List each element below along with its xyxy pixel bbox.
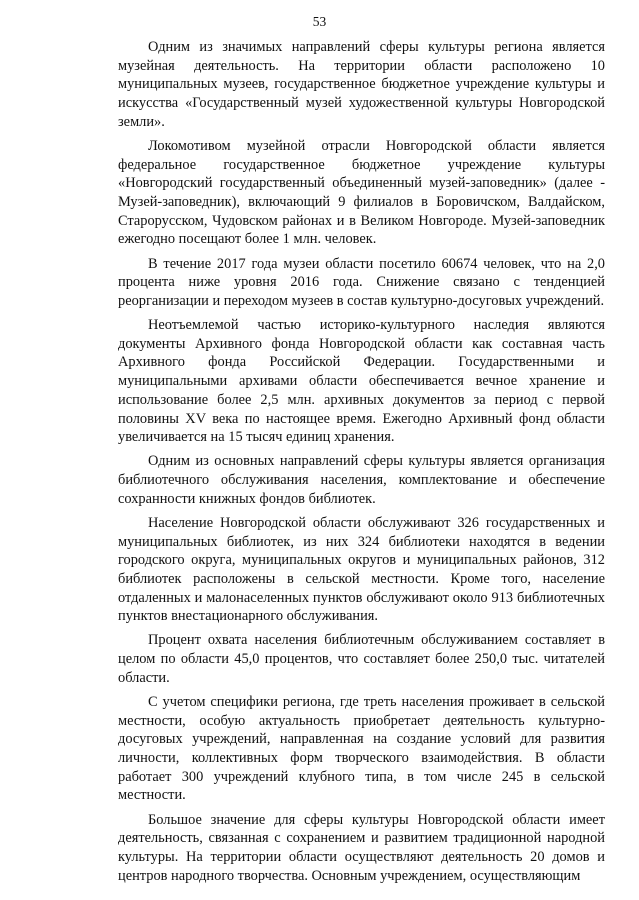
paragraph-museum-visitors: В течение 2017 года музеи области посетило 60674 человек, что на 2,0 процента ниже уровня 2016 года. Снижение связано с тенденцией реорганизации и переходом музеев в состав культурно-досуговых учреждений. bbox=[118, 255, 605, 309]
paragraph-archives: Неотъемлемой частью историко-культурного наследия являются документы Архивного фонда Новгородской области как составная часть Архивного фонда Российской Федерации. Государственными и муниципальными архивами области обеспечивается вечное хранение и использование более 2,5 млн. архивных документов за период с первой половины XV века по настоящее время. Ежегодно Архивный фонд области увеличивается на 15 тысяч единиц хранения. bbox=[118, 317, 605, 446]
paragraph-cultural-leisure: С учетом специфики региона, где треть населения проживает в сельской местности, особую актуальность приобретает деятельность культурно-досуговых учреждений, направленная на создание условий для развития личности, коллективных форм творческого взаимодействия. В области работает 300 учреждений клубного типа, в том числе 245 в сельской местности. bbox=[118, 693, 605, 804]
paragraph-folk-culture: Большое значение для сферы культуры Новгородской области имеет деятельность, связанная с сохранением и развитием традиционной народной культуры. На территории области осуществляют деятельность 20 домов и центров народного творчества. Основным учреждением, осуществляющим bbox=[118, 811, 605, 884]
paragraph-museums: Одним из значимых направлений сферы культуры региона является музейная деятельность. На территории области расположено 10 муниципальных музеев, государственное бюджетное учреждение культуры и искусства «Государственный музей художественной культуры Новгородской земли». bbox=[118, 39, 605, 130]
paragraph-library-coverage: Процент охвата населения библиотечным обслуживанием составляет в целом по области 45,0 процентов, что составляет более 250,0 тыс. читателей области. bbox=[118, 632, 605, 686]
paragraph-libraries: Население Новгородской области обслуживают 326 государственных и муниципальных библиотек, из них 324 библиотеки находятся в ведении городского округа, муниципальных округов и муниципальных районов, 312 библиотек расположены в сельской местности. Кроме того, население отдаленных и малонаселенных пунктов обслуживают около 913 библиотечных пунктов внестационарного обслуживания. bbox=[118, 514, 605, 625]
page-number: 53 bbox=[312, 14, 327, 29]
body-text bbox=[118, 38, 605, 885]
paragraph-library-service: Одним из основных направлений сферы культуры является организация библиотечного обслуживания населения, комплектование и обеспечение сохранности книжных фондов библиотек. bbox=[118, 453, 605, 507]
paragraph-museum-reserve: Локомотивом музейной отрасли Новгородской области является федеральное государственное бюджетное учреждение культуры «Новгородский государственный объединенный музей-заповедник» (далее - Музей-заповедник), включающий 9 филиалов в Боровичском, Валдайском, Старорусском, Чудовском районах и в Великом Новгороде. Музей-заповедник ежегодно посещают более 1 млн. человек. bbox=[118, 137, 605, 248]
